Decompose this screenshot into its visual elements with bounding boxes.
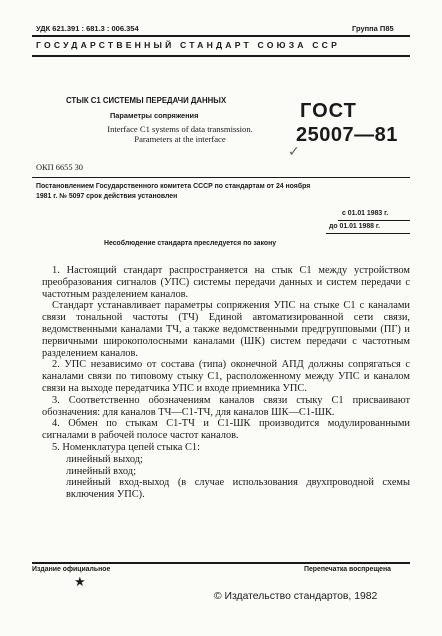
list-item-1: линейный выход; [66,453,143,465]
standard-body [42,265,410,501]
list-item-2: линейный вход; [66,465,136,477]
standard-title-english: Interface C1 systems of data transmission. Parameters at the interface [107,124,253,144]
standard-title: СТЫК С1 СИСТЕМЫ ПЕРЕДАЧИ ДАННЫХ [66,96,227,105]
valid-from: с 01.01 1983 г. [342,210,389,217]
paragraph-5: 4. Обмен по стыкам С1-ТЧ и С1-ШК производится модулированными сигналами в рабочей полосе частот каналов. [42,418,410,442]
paragraph-1: 1. Настоящий стандарт распространяется на стык С1 между устройством преобразования сигналов (УПС) системы передачи данных и систем передачи с частотным разделением каналов. [42,265,410,300]
decree-line-1: Постановлением Государственного комитета СССР по стандартам от 24 ноября [36,183,311,190]
list-item-3: линейный вход-выход (в случае использования двухпроводной схемы включения УПС). [66,477,410,501]
gost-number: 25007—81 [296,124,398,146]
pen-mark: ✓ [288,145,300,160]
footer-rule [32,562,410,564]
reprint-prohibited: Перепечатка воспрещена [304,566,391,573]
banner-rule [32,55,410,57]
valid-to-rule [326,233,410,234]
decree-line-2: 1981 г. № 5097 срок действия установлен [36,192,178,200]
paragraph-6: 5. Номенклатура цепей стыка С1: [52,441,200,453]
official-edition: Издание официальное [32,566,111,573]
decree-text [36,182,310,201]
group-code: Группа П85 [352,24,394,33]
star-icon: ★ [74,574,86,589]
udk-code: УДК 621.391 : 681.3 : 006.354 [36,24,139,33]
top-rule [32,35,410,37]
valid-from-rule [338,220,410,221]
standard-subtitle: Параметры сопряжения [110,111,199,120]
copyright: © Издательство стандартов, 1982 [214,591,378,602]
standard-banner: ГОСУДАРСТВЕННЫЙ СТАНДАРТ СОЮЗА ССР [36,40,341,50]
okp-rule [32,177,410,178]
okp-code: ОКП 6655 30 [36,163,83,172]
paragraph-3: 2. УПС независимо от состава (типа) оконечной АПД должны сопрягаться с каналами связи по типовому стыку С1, расположенному между УПС и каналом связи на выходе передатчика УПС и входе приемника УПС. [42,359,410,394]
paragraph-4: 3. Соответственно обозначениям каналов связи стыку С1 присваивают обозначения: для каналов ТЧ—С1-ТЧ, для каналов ШК—С1-ШК. [42,394,410,418]
valid-to: до 01.01 1988 г. [329,223,380,230]
paragraph-2: Стандарт устанавливает параметры сопряжения УПС на стыке С1 с каналами связи тональной частоты (ТЧ) Единой автоматизированной сети связи, ведомственными каналами ТЧ, а также ведомственными предгрупповыми (ПГ) и первичными широкополосными каналами (ШК) систем передачи с частотным разделением каналов. [42,300,410,359]
law-notice: Несоблюдение стандарта преследуется по закону [104,240,277,247]
gost-label: ГОСТ [300,100,357,122]
